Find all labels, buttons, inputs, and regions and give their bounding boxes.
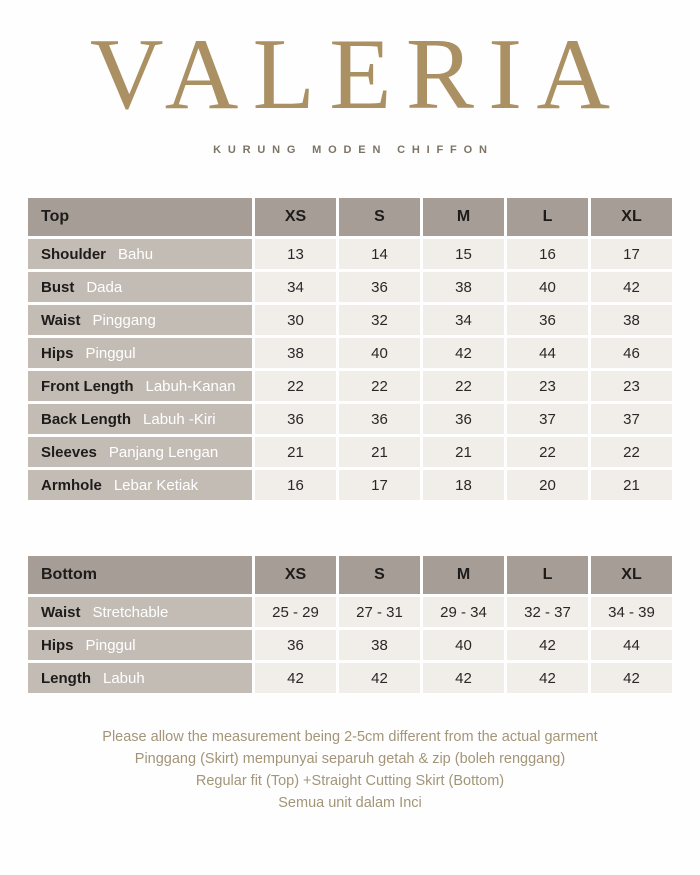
value-cell: 22 (423, 371, 504, 401)
value-cell: 22 (255, 371, 336, 401)
size-column-header-xl: XL (591, 556, 672, 594)
size-column-header-xl: XL (591, 198, 672, 236)
row-label-armhole (28, 470, 252, 500)
value-cell: 37 (591, 404, 672, 434)
row-label-en: Shoulder (41, 245, 107, 263)
row-label-en: Hips (41, 636, 74, 654)
note-line: Regular fit (Top) +Straight Cutting Skirt (Bottom) (195, 773, 505, 789)
size-column-header-s: S (339, 556, 420, 594)
value-cell: 30 (255, 305, 336, 335)
value-cell: 22 (339, 371, 420, 401)
size-column-header-l: L (507, 198, 588, 236)
value-cell: 13 (255, 239, 336, 269)
value-cell: 16 (507, 239, 588, 269)
value-cell: 36 (339, 404, 420, 434)
value-cell: 29 - 34 (423, 597, 504, 627)
brand-title: VALERIA (89, 18, 625, 131)
row-label-back-length (28, 404, 252, 434)
bottom-table-title: Bottom (28, 556, 252, 594)
value-cell: 40 (423, 630, 504, 660)
value-cell: 17 (591, 239, 672, 269)
value-cell: 17 (339, 470, 420, 500)
value-cell: 16 (255, 470, 336, 500)
row-label-waist-bottom (28, 597, 252, 627)
value-cell: 38 (591, 305, 672, 335)
value-cell: 42 (339, 663, 420, 693)
row-label-hips (28, 338, 252, 368)
row-label-my: Stretchable (92, 603, 169, 621)
value-cell: 42 (591, 663, 672, 693)
row-label-my: Bahu (118, 245, 154, 263)
row-label-my: Dada (86, 278, 123, 296)
size-column-header-m: M (423, 198, 504, 236)
value-cell: 44 (591, 630, 672, 660)
value-cell: 21 (339, 437, 420, 467)
row-label-en: Front Length (41, 377, 134, 395)
row-label-en: Back Length (41, 410, 132, 428)
footer-notes (0, 726, 700, 814)
value-cell: 34 (423, 305, 504, 335)
value-cell: 34 - 39 (591, 597, 672, 627)
note-line: Please allow the measurement being 2-5cm different from the actual garment (102, 729, 598, 745)
value-cell: 21 (423, 437, 504, 467)
row-label-my: Pinggul (85, 636, 136, 654)
value-cell: 44 (507, 338, 588, 368)
value-cell: 32 - 37 (507, 597, 588, 627)
size-column-header-m: M (423, 556, 504, 594)
row-label-my: Lebar Ketiak (113, 476, 199, 494)
brand-subtitle: KURUNG MODEN CHIFFON (213, 144, 494, 156)
row-label-waist (28, 305, 252, 335)
row-label-my: Labuh-Kanan (145, 377, 236, 395)
row-label-en: Sleeves (41, 443, 97, 461)
value-cell: 46 (591, 338, 672, 368)
row-label-my: Pinggul (85, 344, 136, 362)
row-label-front-length (28, 371, 252, 401)
row-label-en: Waist (41, 603, 81, 621)
top-size-table (28, 198, 672, 500)
row-label-my: Pinggang (92, 311, 156, 329)
row-label-en: Hips (41, 344, 74, 362)
row-label-bust (28, 272, 252, 302)
row-label-en: Armhole (41, 476, 102, 494)
row-label-shoulder (28, 239, 252, 269)
size-column-header-xs: XS (255, 198, 336, 236)
value-cell: 37 (507, 404, 588, 434)
value-cell: 34 (255, 272, 336, 302)
value-cell: 22 (507, 437, 588, 467)
size-column-header-s: S (339, 198, 420, 236)
value-cell: 42 (423, 663, 504, 693)
value-cell: 14 (339, 239, 420, 269)
row-label-en: Bust (41, 278, 75, 296)
bottom-size-table (28, 556, 672, 693)
value-cell: 36 (423, 404, 504, 434)
value-cell: 15 (423, 239, 504, 269)
value-cell: 38 (339, 630, 420, 660)
value-cell: 23 (507, 371, 588, 401)
note-line: Pinggang (Skirt) mempunyai separuh getah & zip (boleh renggang) (134, 751, 566, 767)
brand-header (0, 0, 700, 156)
top-table-title: Top (28, 198, 252, 236)
size-column-header-l: L (507, 556, 588, 594)
value-cell: 21 (255, 437, 336, 467)
row-label-en: Length (41, 669, 91, 687)
value-cell: 22 (591, 437, 672, 467)
value-cell: 40 (339, 338, 420, 368)
value-cell: 27 - 31 (339, 597, 420, 627)
note-line: Semua unit dalam Inci (278, 795, 422, 811)
row-label-length-bottom (28, 663, 252, 693)
row-label-my: Labuh -Kiri (143, 410, 216, 428)
value-cell: 36 (255, 404, 336, 434)
value-cell: 32 (339, 305, 420, 335)
value-cell: 40 (507, 272, 588, 302)
size-column-header-xs: XS (255, 556, 336, 594)
value-cell: 42 (423, 338, 504, 368)
value-cell: 42 (507, 663, 588, 693)
row-label-my: Labuh (103, 669, 145, 687)
value-cell: 38 (255, 338, 336, 368)
value-cell: 36 (339, 272, 420, 302)
value-cell: 38 (423, 272, 504, 302)
row-label-sleeves (28, 437, 252, 467)
row-label-en: Waist (41, 311, 81, 329)
row-label-hips-bottom (28, 630, 252, 660)
value-cell: 25 - 29 (255, 597, 336, 627)
value-cell: 36 (507, 305, 588, 335)
value-cell: 42 (255, 663, 336, 693)
value-cell: 21 (591, 470, 672, 500)
value-cell: 42 (507, 630, 588, 660)
value-cell: 18 (423, 470, 504, 500)
value-cell: 23 (591, 371, 672, 401)
value-cell: 42 (591, 272, 672, 302)
row-label-my: Panjang Lengan (108, 443, 219, 461)
value-cell: 20 (507, 470, 588, 500)
value-cell: 36 (255, 630, 336, 660)
